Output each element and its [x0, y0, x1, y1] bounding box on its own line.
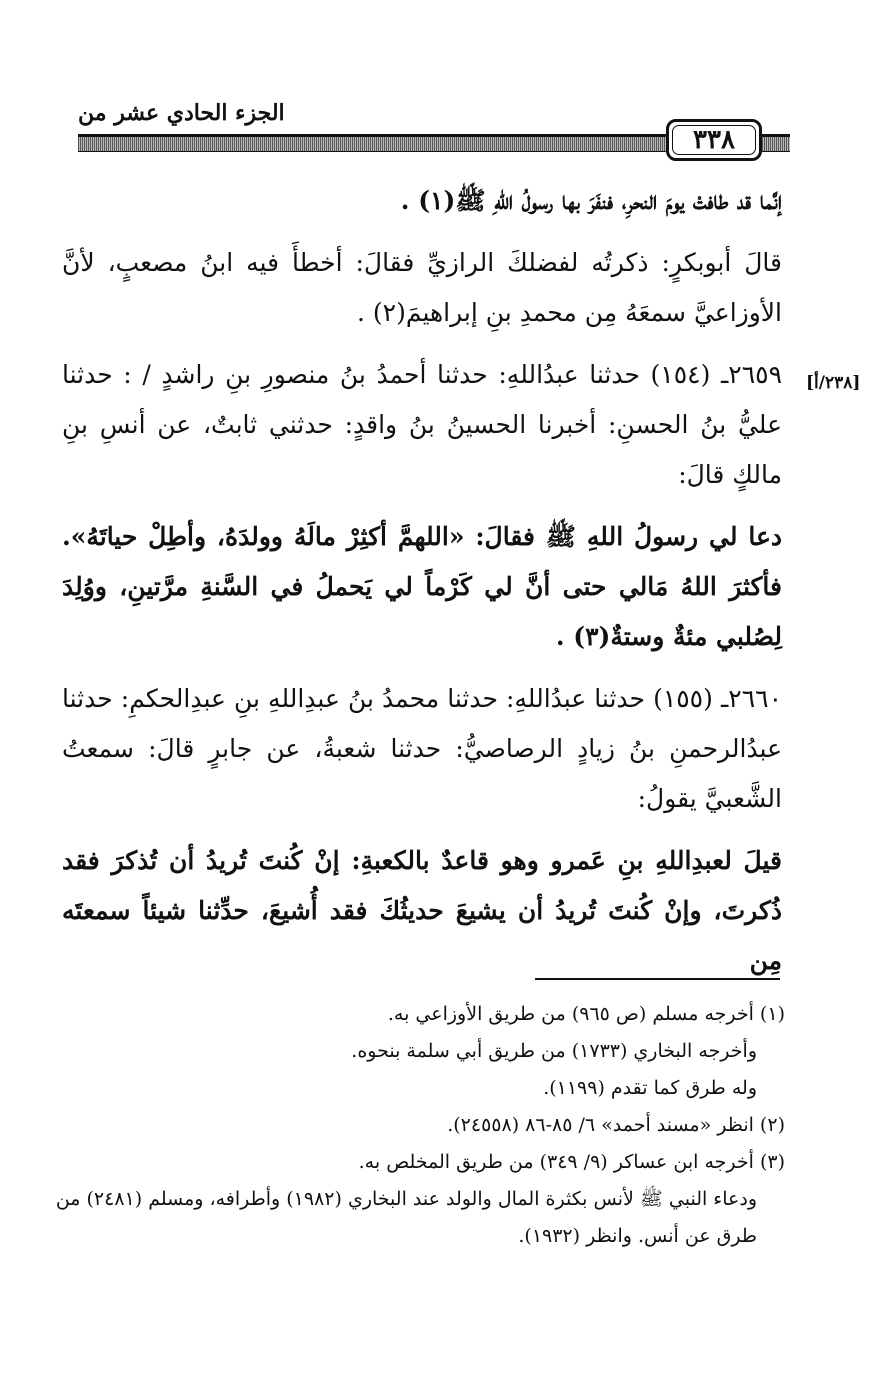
footnote-line: (١) أخرجه مسلم (ص ٩٦٥) من طريق الأوزاعي به. — [387, 1003, 785, 1025]
header-rule — [78, 134, 668, 152]
hadith-2660: ٢٦٦٠ـ (١٥٥) حدثنا عبدُاللهِ: حدثنا محمدُ بنُ عبدِاللهِ بنِ عبدِالحكمِ: حدثنا عبدُالرحمنِ بنُ زيادٍ الرصاصيُّ: حدثنا شعبةُ، عن جابرٍ قالَ: سمعتُ الشَّعبيَّ يقولُ: — [62, 684, 782, 813]
page-number-text: ٣٣٨ — [693, 125, 735, 155]
header-rule-right — [760, 134, 790, 152]
footnote-line: ودعاء النبي ﷺ لأنس بكثرة المال والولد عند البخاري (١٩٨٢) وأطرافه، ومسلم (٢٤٨١) من طرق عن أنس. وانظر (١٩٣٢). — [55, 1188, 757, 1247]
footnotes — [55, 996, 785, 1255]
main-text — [62, 176, 782, 986]
footnote-separator — [535, 978, 780, 980]
footnote-line: (٣) أخرجه ابن عساكر (٩/ ٣٤٩) من طريق المخلص به. — [358, 1151, 785, 1173]
hadith-2659: ٢٦٥٩ـ (١٥٤) حدثنا عبدُاللهِ: حدثنا أحمدُ بنُ منصورِ بنِ راشدٍ / : حدثنا عليُّ بنُ الحسنِ: أخبرنا الحسينُ بنُ واقدٍ: حدثني ثابتٌ، عن أنسِ بنِ مالكٍ قالَ: — [62, 360, 782, 489]
margin-manuscript-ref: [٢٣٨/أ] — [806, 373, 861, 393]
hadith-2659-matn: دعا لي رسولُ اللهِ ﷺ فقالَ: «اللهمَّ أكثِرْ مالَهُ وولدَهُ، وأطِلْ حياتَهُ». فأكثرَ اللهُ مَالي حتى أنَّ لي كَرْماً لي يَحملُ في السَّنةِ مرَّتينِ، ووُلِدَ لِصُلبي مئةٌ وستةٌ(٣) . — [62, 522, 782, 651]
paragraph-1: إنَّما قد طافتْ يومَ النحرِ، فنفَرَ بها رسولُ اللهِ ﷺ(١) . — [400, 186, 782, 215]
hadith-2660-matn: قيلَ لعبدِاللهِ بنِ عَمرو وهو قاعدٌ بالكعبةِ: إنْ كُنتَ تُريدُ أن تُذكرَ فقد ذُكرتَ، وإنْ كُنتَ تُريدُ أن يشيعَ حديثُكَ فقد أُشيعَ، حدِّثنا شيئاً سمعتَه مِن — [62, 846, 782, 975]
footnote-line: (٢) انظر «مسند أحمد» ٦/ ٨٥-٨٦ (٢٤٥٥٨). — [447, 1114, 785, 1136]
paragraph-2: قالَ أبوبكرٍ: ذكرتُه لفضلكَ الرازيِّ فقالَ: أخطأَ فيه ابنُ مصعبٍ، لأنَّ الأوزاعيَّ سمعَهُ مِن محمدِ بنِ إبراهيمَ(٢) . — [62, 248, 782, 327]
footnote-line: وله طرق كما تقدم (١١٩٩). — [543, 1077, 757, 1099]
running-title: الجزء الحادي عشر من — [78, 100, 285, 126]
footnote-line: وأخرجه البخاري (١٧٣٣) من طريق أبي سلمة بنحوه. — [351, 1040, 757, 1062]
page-number — [666, 119, 762, 161]
